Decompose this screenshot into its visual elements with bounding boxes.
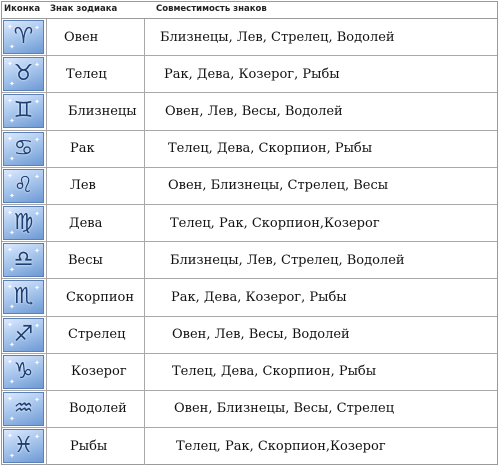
cancer-icon: ✦ ✦ ✦ ♋ — [3, 132, 44, 166]
table-row — [2, 354, 497, 391]
table-row — [2, 317, 497, 354]
virgo-icon: ✦ ✦ ✦ ♍ — [3, 206, 44, 240]
compatibility-text: Овен, Лев, Весы, Водолей — [165, 103, 343, 119]
aries-icon: ✦ ✦ ✦ ♈ — [3, 20, 44, 54]
compatibility-text: Овен, Близнецы, Стрелец, Весы — [168, 178, 389, 194]
sign-name: Лев — [70, 178, 96, 194]
compatibility-text: Рак, Дева, Козерог, Рыбы — [171, 289, 347, 305]
taurus-icon: ✦ ✦ ✦ ♉ — [3, 57, 44, 91]
sign-name: Близнецы — [68, 103, 137, 119]
header-sign-column: Знак зодиака — [50, 4, 118, 14]
table-row — [2, 242, 497, 279]
sign-name: Весы — [68, 252, 103, 268]
sign-name: Рак — [70, 141, 95, 157]
table-row — [2, 391, 497, 428]
compatibility-text: Телец, Рак, Скорпион,Козерог — [170, 215, 380, 231]
sign-name: Козерог — [71, 364, 127, 380]
table-row — [2, 93, 497, 130]
leo-icon: ✦ ✦ ✦ ♌ — [3, 169, 44, 203]
table-row — [2, 19, 497, 56]
sagittarius-icon: ✦ ✦ ✦ ♐ — [3, 318, 44, 352]
sign-name: Дева — [69, 215, 103, 231]
pisces-icon: ✦ ✦ ✦ ♓ — [3, 429, 44, 463]
table-row — [2, 131, 497, 168]
compatibility-text: Телец, Дева, Скорпион, Рыбы — [168, 141, 373, 157]
table-row — [2, 56, 497, 93]
sign-name: Телец — [66, 66, 107, 82]
header-compatibility-column: Совместимость знаков — [156, 4, 267, 14]
gemini-icon: ✦ ✦ ✦ ♊ — [3, 94, 44, 128]
compatibility-text: Овен, Близнецы, Весы, Стрелец — [174, 401, 395, 417]
sign-name: Рыбы — [70, 439, 108, 455]
sign-name: Скорпион — [66, 289, 135, 305]
compatibility-text: Овен, Лев, Весы, Водолей — [172, 327, 350, 343]
compatibility-text: Близнецы, Лев, Стрелец, Водолей — [160, 29, 395, 45]
capricorn-icon: ✦ ✦ ✦ ♑ — [3, 355, 44, 389]
compatibility-text: Телец, Дева, Скорпион, Рыбы — [172, 364, 377, 380]
table-row — [2, 428, 497, 465]
table-row — [2, 279, 497, 316]
table-row — [2, 205, 497, 242]
compatibility-text: Близнецы, Лев, Стрелец, Водолей — [170, 252, 405, 268]
aquarius-icon: ✦ ✦ ✦ ♒ — [3, 392, 44, 426]
sign-name: Водолей — [69, 401, 127, 417]
table-row — [2, 168, 497, 205]
header-icon-column: Иконка — [4, 4, 41, 14]
table-header — [2, 2, 497, 19]
libra-icon: ✦ ✦ ✦ ♎ — [3, 243, 44, 277]
compatibility-text: Рак, Дева, Козерог, Рыбы — [164, 66, 340, 82]
sign-name: Овен — [64, 29, 99, 45]
scorpio-icon: ✦ ✦ ✦ ♏ — [3, 280, 44, 314]
sign-name: Стрелец — [68, 327, 126, 343]
zodiac-compatibility-table — [1, 1, 498, 465]
compatibility-text: Телец, Рак, Скорпион,Козерог — [176, 439, 386, 455]
